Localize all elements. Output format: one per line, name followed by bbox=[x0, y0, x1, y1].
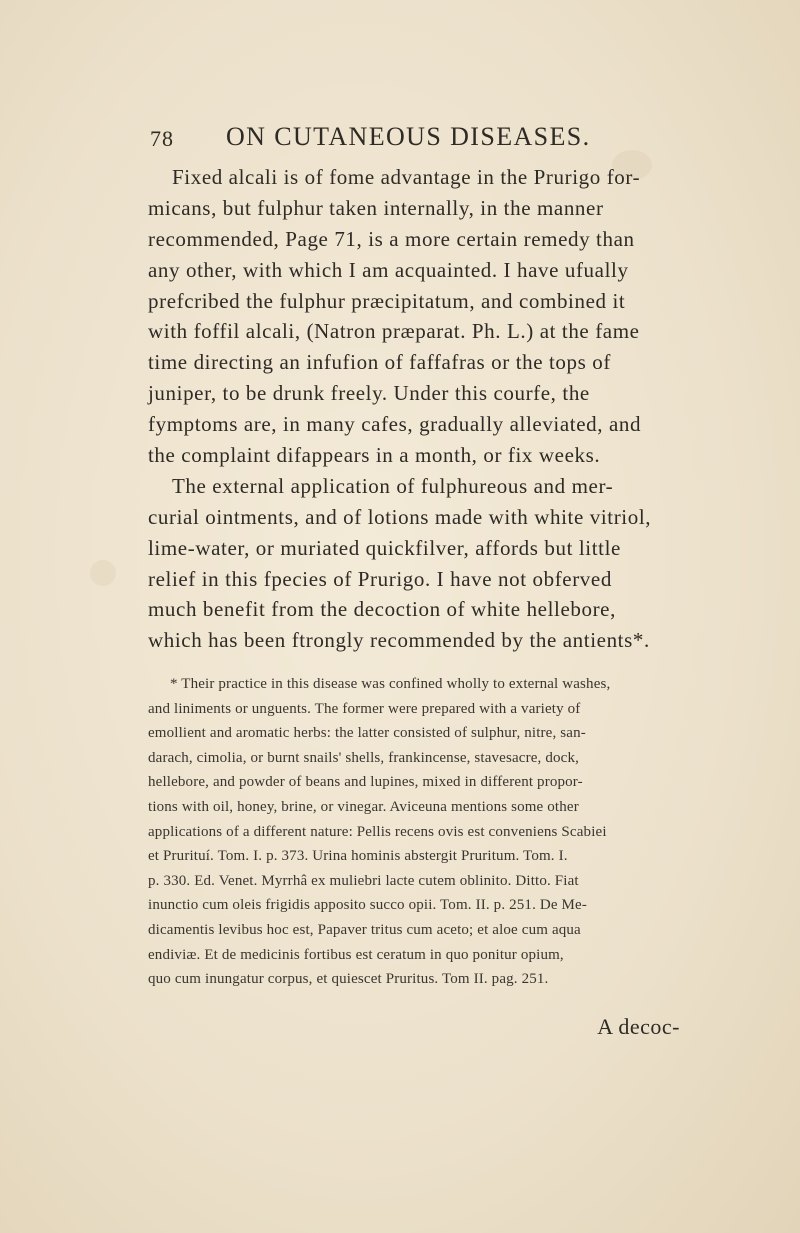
text-line: much benefit from the decoction of white hellebore, bbox=[148, 597, 616, 622]
footnote-line: * Their practice in this disease was confined wholly to external washes, bbox=[170, 676, 611, 692]
text-line: time directing an infufion of faffafras or the tops of bbox=[148, 350, 611, 375]
footnote-line: p. 330. Ed. Venet. Myrrhâ ex muliebri lacte cutem oblinito. Ditto. Fiat bbox=[148, 872, 579, 889]
footnote-line: hellebore, and powder of beans and lupines, mixed in different propor- bbox=[148, 774, 583, 791]
footnote-line: endiviæ. Et de medicinis fortibus est ceratum in quo ponitur opium, bbox=[148, 946, 564, 963]
text-line: the complaint difappears in a month, or fix weeks. bbox=[148, 443, 601, 468]
footnote-line: tions with oil, honey, brine, or vinegar. Aviceuna mentions some other bbox=[148, 798, 579, 815]
running-head bbox=[150, 118, 680, 154]
footnote-line: applications of a different nature: Pellis recens ovis est conveniens Scabiei bbox=[148, 823, 607, 840]
main-text bbox=[148, 162, 678, 656]
text-line: which has been ftrongly recommended by the antients*. bbox=[148, 628, 650, 653]
text-line: with foffil alcali, (Natron præparat. Ph. L.) at the fame bbox=[148, 319, 640, 344]
text-line: prefcribed the fulphur præcipitatum, and combined it bbox=[148, 288, 626, 313]
paper-stain bbox=[90, 560, 116, 586]
footnote-line: darach, cimolia, or burnt snails' shells, frankincense, stavesacre, dock, bbox=[148, 749, 580, 766]
text-line: curial ointments, and of lotions made with white vitriol, bbox=[148, 504, 652, 529]
text-line: juniper, to be drunk freely. Under this courfe, the bbox=[148, 381, 590, 406]
text-line: any other, with which I am acquainted. I have ufually bbox=[148, 257, 629, 282]
running-title: ON CUTANEOUS DISEASES. bbox=[226, 122, 591, 151]
text-line: Fixed alcali is of fome advantage in the Prurigo for- bbox=[172, 165, 641, 189]
footnote-line: emollient and aromatic herbs: the latter consisted of sulphur, nitre, san- bbox=[148, 725, 586, 742]
text-line: recommended, Page 71, is a more certain remedy than bbox=[148, 226, 635, 251]
footnote bbox=[148, 672, 680, 992]
footnote-line: and liniments or unguents. The former were prepared with a variety of bbox=[148, 700, 581, 717]
footnote-line: et Prurituí. Tom. I. p. 373. Urina hominis abstergit Pruritum. Tom. I. bbox=[148, 848, 568, 865]
text-line: lime-water, or muriated quickfilver, affords but little bbox=[148, 535, 621, 560]
footnote-line: inunctio cum oleis frigidis apposito succo opii. Tom. II. p. 251. De Me- bbox=[148, 897, 587, 914]
text-line: The external application of fulphureous and mer- bbox=[172, 473, 614, 498]
text-line: fymptoms are, in many cafes, gradually alleviated, and bbox=[148, 412, 642, 437]
footnote-line: quo cum inungatur corpus, et quiescet Pruritus. Tom II. pag. 251. bbox=[148, 971, 549, 988]
page-number: 78 bbox=[150, 126, 174, 151]
catchword: A decoc- bbox=[597, 1014, 680, 1039]
text-line: relief in this fpecies of Prurigo. I have not obferved bbox=[148, 566, 612, 591]
text-line: micans, but fulphur taken internally, in the manner bbox=[148, 195, 604, 220]
footnote-line: dicamentis levibus hoc est, Papaver tritus cum aceto; et aloe cum aqua bbox=[148, 921, 581, 938]
